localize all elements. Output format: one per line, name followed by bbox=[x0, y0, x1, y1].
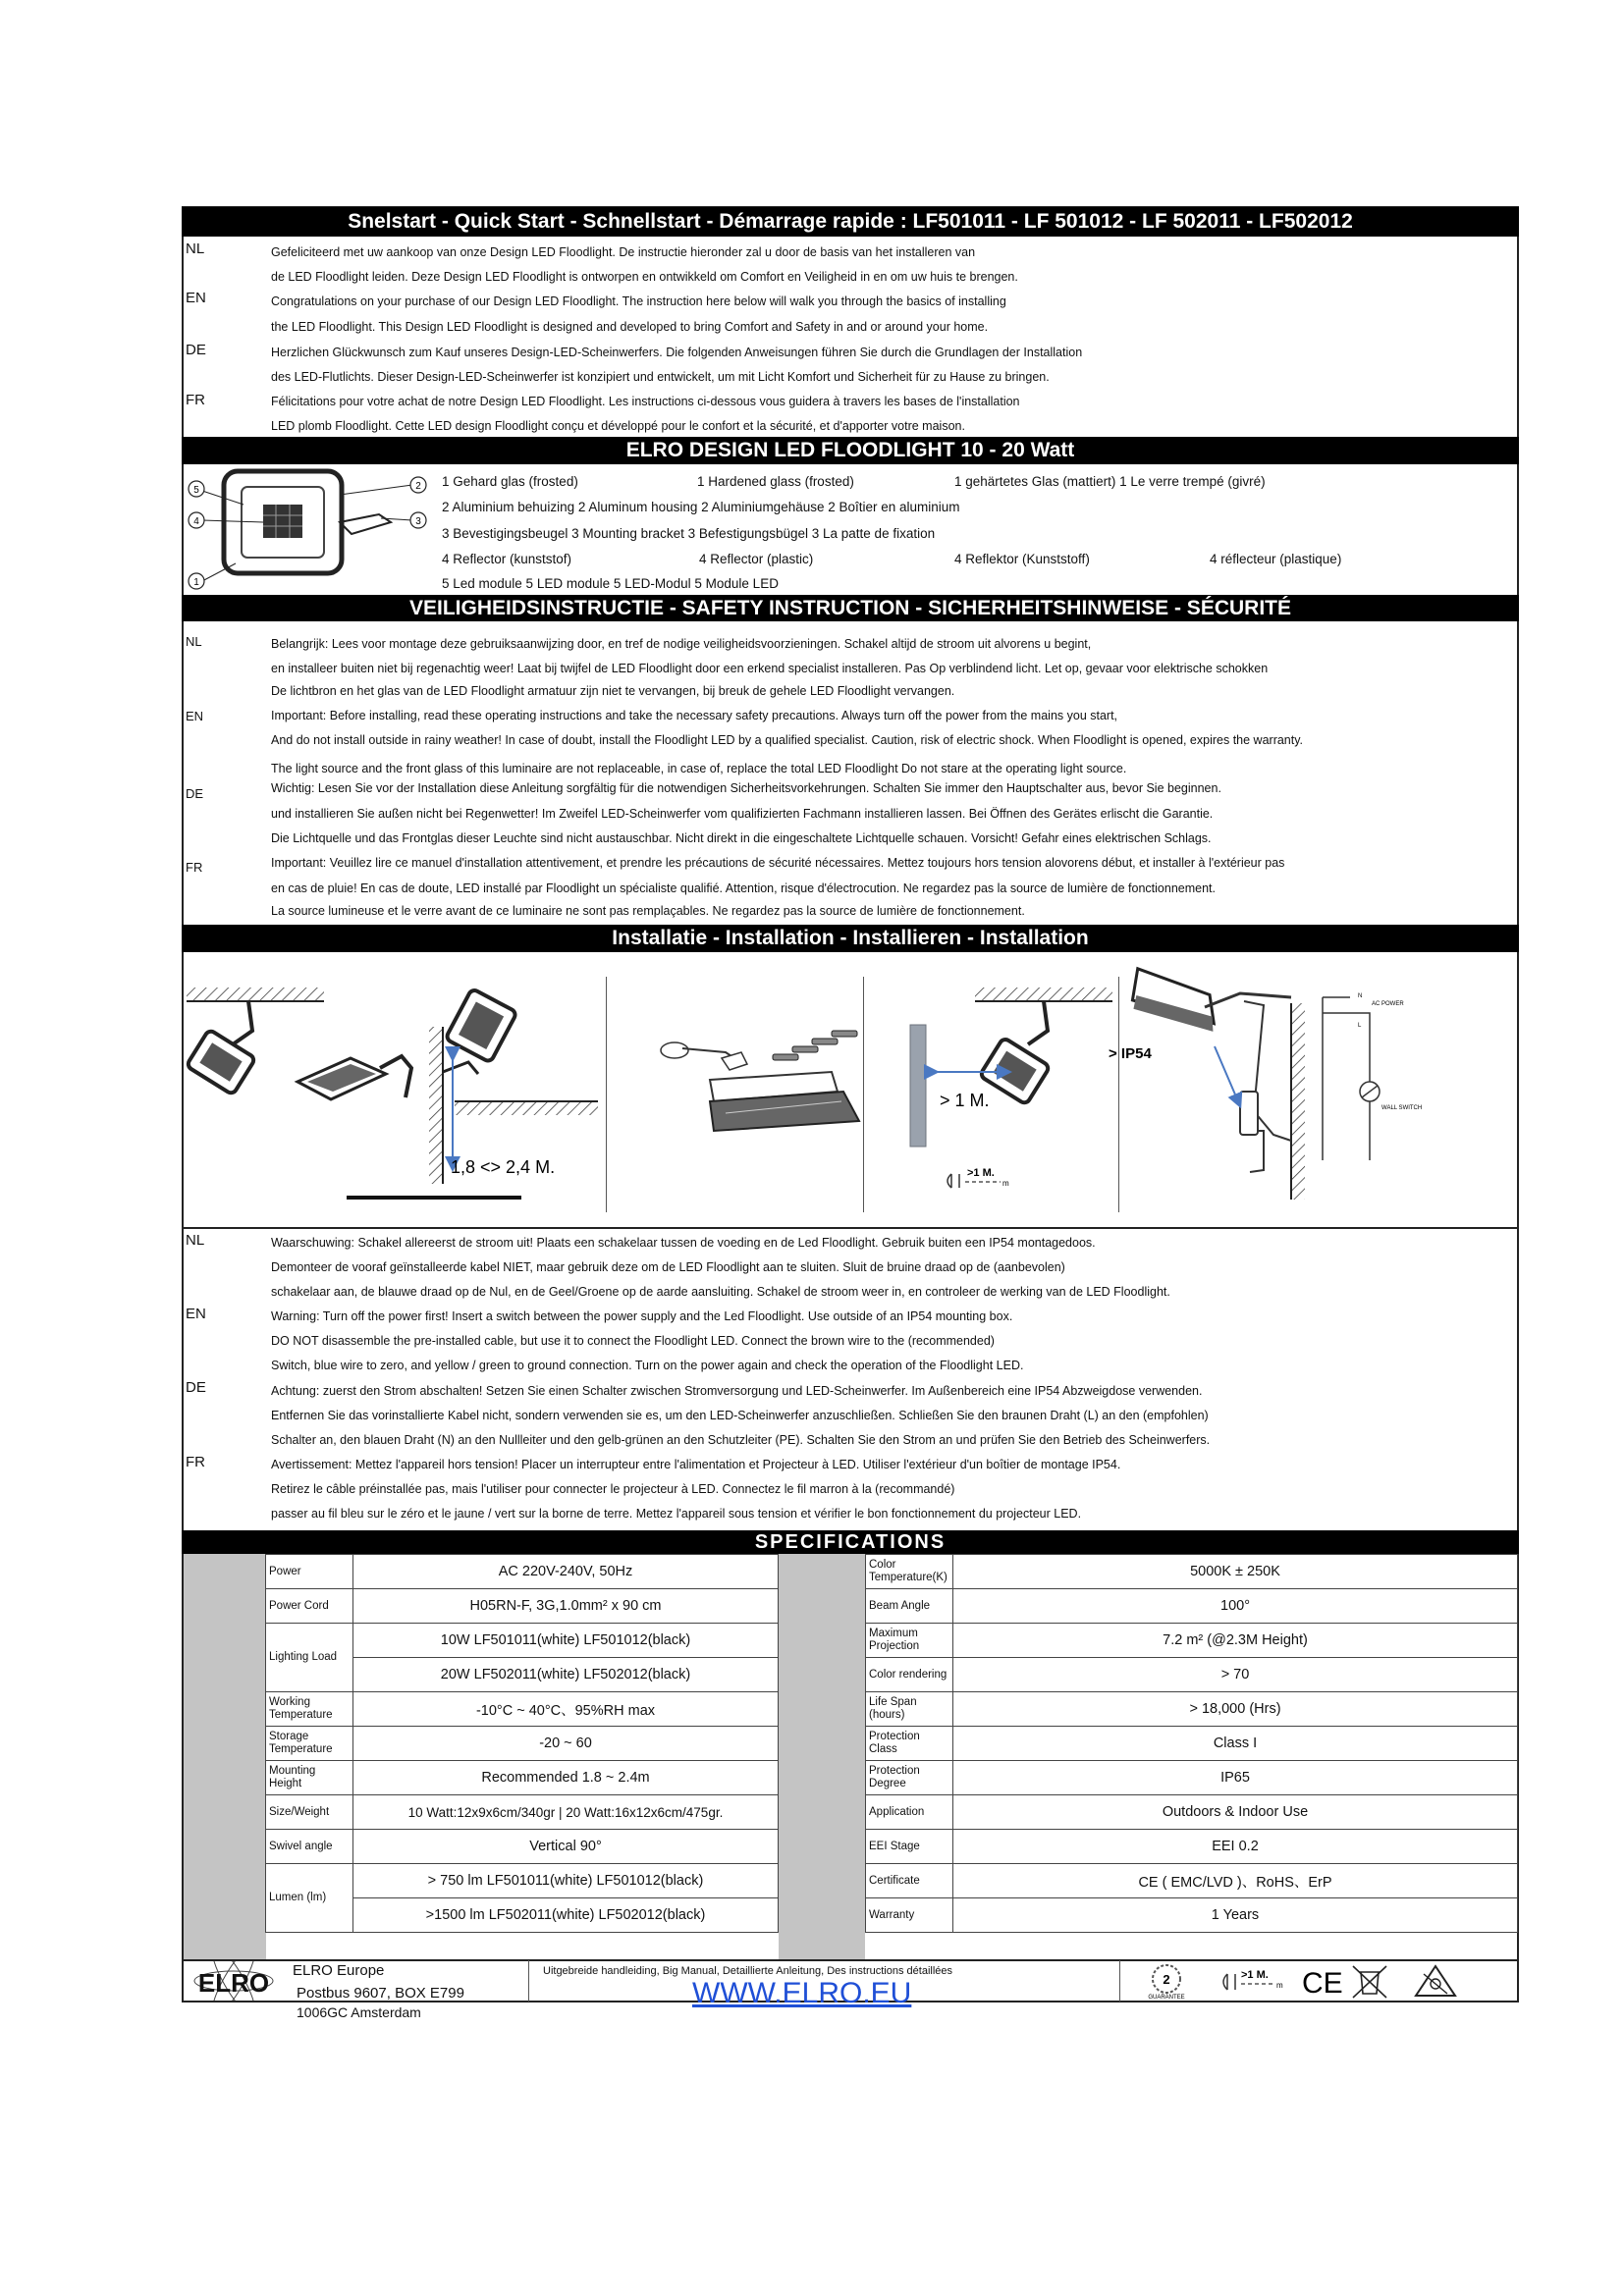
wall-mount-drawing bbox=[347, 988, 598, 1198]
section-divider bbox=[182, 1227, 1519, 1229]
spec-row bbox=[266, 1864, 779, 1898]
spec-value: > 18,000 (Hrs) bbox=[953, 1692, 1518, 1727]
intro-text: Congratulations on your purchase of our Design LED Floodlight. The instruction here below will walk you through the basics of installing bbox=[271, 294, 1006, 308]
lang-code: DE bbox=[186, 1379, 206, 1396]
product-title: ELRO DESIGN LED FLOODLIGHT 10 - 20 Watt bbox=[182, 437, 1519, 464]
safety-text: Important: Before installing, read these operating instructions and take the necessary safety precautions. Always turn off the power from the mains you start, bbox=[271, 709, 1118, 722]
safety-text: The light source and the front glass of this luminaire are not replaceable, in case of, replace the total LED Floodlight Do not stare at the operating light source. bbox=[271, 762, 1127, 775]
intro-text: des LED-Flutlichts. Dieser Design-LED-Scheinwerfer ist konzipiert und entwickelt, um mit Licht Komfort und Sicherheit für zu Hause zu bringen. bbox=[271, 370, 1050, 384]
part-1-nl: 1 Gehard glas (frosted) bbox=[442, 474, 578, 489]
part-5: 5 Led module 5 LED module 5 LED-Modul 5 Module LED bbox=[442, 576, 779, 591]
install-text: Achtung: zuerst den Strom abschalten! Setzen Sie einen Schalter zwischen Stromversorgung und LED-Scheinwerfer. Im Außenbereich eine IP54 Abzweigdose verwenden. bbox=[271, 1384, 1203, 1398]
install-text: schakelaar aan, de blauwe draad op de Nul, en de Geel/Groene op de aarde aansluiting. Schakel de stroom weer in, en controleer de werking van de LED Floodlight. bbox=[271, 1285, 1170, 1299]
drill-assembly-drawing bbox=[661, 1031, 859, 1131]
spec-row bbox=[266, 1692, 779, 1727]
lang-code: FR bbox=[186, 860, 203, 875]
spec-row bbox=[866, 1589, 1518, 1624]
lang-code: DE bbox=[186, 786, 204, 801]
spec-label: Warranty bbox=[866, 1898, 953, 1933]
lang-code: FR bbox=[186, 1454, 205, 1470]
install-text: Schalter an, den blauen Draht (N) an den Nullleiter und den gelb-grünen an den Schutzleiter (PE). Schalten Sie den Strom an und prüfen Sie den Betrieb des Scheinwerfers. bbox=[271, 1433, 1211, 1447]
spec-value: CE ( EMC/LVD )、RoHS、ErP bbox=[953, 1864, 1518, 1898]
intro-text: Gefeliciteerd met uw aankoop van onze Design LED Floodlight. De instructie hieronder zal u door de basis van het installeren van bbox=[271, 245, 976, 259]
spec-label: Application bbox=[866, 1795, 953, 1830]
intro-text: LED plomb Floodlight. Cette LED design Floodlight conçu et développé pour le confort et la sécurité, et d'apporter votre maison. bbox=[271, 419, 965, 433]
spec-label: Life Span (hours) bbox=[866, 1692, 953, 1727]
weee-bin-icon bbox=[1353, 1966, 1386, 1998]
company-name: ELRO Europe bbox=[293, 1962, 385, 1979]
part-4-fr: 4 réflecteur (plastique) bbox=[1210, 552, 1342, 566]
lang-code: NL bbox=[186, 240, 205, 257]
spec-row bbox=[866, 1864, 1518, 1898]
lang-code: EN bbox=[186, 290, 206, 306]
spec-row bbox=[866, 1624, 1518, 1658]
website-link[interactable]: WWW.ELRO.EU bbox=[692, 1977, 912, 2009]
install-text: passer au fil bleu sur le zéro et le jaune / vert sur la borne de terre. Mettez l'appareil sous tension et vérifier le bon fonctionnement du projecteur LED. bbox=[271, 1507, 1082, 1521]
safety-text: en cas de pluie! En cas de doute, LED installé par Floodlight un spécialiste qualifié. Attention, risque d'électrocution. Ne regardez pas la source de lumière de fonctionnement. bbox=[271, 881, 1216, 895]
floodlight-diagram bbox=[185, 465, 438, 591]
lang-code: DE bbox=[186, 342, 206, 358]
intro-text: Félicitations pour votre achat de notre Design LED Floodlight. Les instructions ci-dessous vous guidera à travers les bases de l'installation bbox=[271, 395, 1020, 408]
install-text: Switch, blue wire to zero, and yellow / green to ground connection. Turn on the power again and check the operation of the Floodlight LED. bbox=[271, 1359, 1024, 1372]
part-3: 3 Bevestigingsbeugel 3 Mounting bracket 3 Befestigungsbügel 3 La patte de fixation bbox=[442, 526, 936, 541]
elro-logo-text: ELRO bbox=[197, 1968, 270, 1998]
lang-code: NL bbox=[186, 634, 202, 649]
spec-value: 10W LF501011(white) LF501012(black) bbox=[353, 1624, 779, 1658]
spec-value: > 750 lm LF501011(white) LF501012(black) bbox=[353, 1864, 779, 1898]
spec-value: > 70 bbox=[953, 1658, 1518, 1692]
wire-n-label: N bbox=[1358, 993, 1363, 999]
spec-label: Certificate bbox=[866, 1864, 953, 1898]
footer-divider bbox=[528, 1960, 529, 2002]
spec-label: Beam Angle bbox=[866, 1589, 953, 1624]
spec-value: Outdoors & Indoor Use bbox=[953, 1795, 1518, 1830]
spec-table-left bbox=[265, 1554, 779, 1933]
spec-label: EEI Stage bbox=[866, 1830, 953, 1864]
spec-value: >1500 lm LF502011(white) LF502012(black) bbox=[353, 1898, 779, 1933]
safety-text: Belangrijk: Lees voor montage deze gebruiksaanwijzing door, en tref de nodige veiligheidsvoorzieningen. Schakel altijd de stroom uit alvorens u begint, bbox=[271, 637, 1092, 651]
spec-row bbox=[866, 1795, 1518, 1830]
callout-2: 2 bbox=[415, 481, 421, 492]
installation-title: Installatie - Installation - Installieren - Installation bbox=[182, 925, 1519, 952]
install-text: DO NOT disassemble the pre-installed cable, but use it to connect the Floodlight LED. Connect the brown wire to the (recommended) bbox=[271, 1334, 995, 1348]
guarantee-years: 2 bbox=[1163, 1972, 1170, 1987]
guarantee-label: GUARANTEE bbox=[1148, 1995, 1185, 2000]
spec-label: Protection Degree bbox=[866, 1761, 953, 1795]
intro-text: the LED Floodlight. This Design LED Floodlight is designed and developed to bring Comfort and Safety in and or around your home. bbox=[271, 320, 989, 334]
footer-distance-label: >1 M. bbox=[1241, 1969, 1269, 1981]
spec-label: Power Cord bbox=[266, 1589, 353, 1624]
spec-value: -20 ~ 60 bbox=[353, 1727, 779, 1761]
height-label: 1,8 <> 2,4 M. bbox=[451, 1157, 556, 1177]
ip-label: > IP54 bbox=[1109, 1045, 1152, 1062]
specifications-title: SPECIFICATIONS bbox=[182, 1530, 1519, 1554]
spec-row bbox=[866, 1898, 1518, 1933]
address-line-1: Postbus 9607, BOX E799 bbox=[297, 1985, 464, 2002]
lang-code: FR bbox=[186, 392, 205, 408]
part-4-de: 4 Reflektor (Kunststoff) bbox=[954, 552, 1090, 566]
spec-row bbox=[266, 1555, 779, 1589]
address-line-2: 1006GC Amsterdam bbox=[297, 2004, 421, 2020]
spec-label: Storage Temperature bbox=[266, 1727, 353, 1761]
install-text: Warning: Turn off the power first! Insert a switch between the power supply and the Led Floodlight. Use outside of an IP54 mounting box. bbox=[271, 1309, 1013, 1323]
callout-4: 4 bbox=[193, 516, 199, 527]
part-4-nl: 4 Reflector (kunststof) bbox=[442, 552, 572, 566]
spec-label: Protection Class bbox=[866, 1727, 953, 1761]
distance-label: > 1 M. bbox=[940, 1091, 990, 1110]
no-lamp-warning-icon bbox=[1416, 1966, 1455, 1996]
spec-value: AC 220V-240V, 50Hz bbox=[353, 1555, 779, 1589]
spec-grey-column bbox=[184, 1554, 266, 1959]
certification-icons bbox=[1129, 1962, 1517, 2000]
spec-label: Lighting Load bbox=[266, 1624, 353, 1692]
spec-row bbox=[266, 1830, 779, 1864]
spec-row bbox=[866, 1555, 1518, 1589]
distance-icon-label: >1 M. bbox=[967, 1167, 995, 1179]
install-text: Entfernen Sie das vorinstallierte Kabel nicht, sondern verwenden sie es, um den LED-Scheinwerfer anzuschließen. Schließen Sie den braunen Draht (L) an den (empfohlen) bbox=[271, 1409, 1209, 1422]
footer-divider bbox=[182, 1959, 1519, 1961]
intro-text: Herzlichen Glückwunsch zum Kauf unseres Design-LED-Scheinwerfers. Die folgenden Anweisungen führen Sie durch die Grundlagen der Installation bbox=[271, 346, 1083, 359]
ac-power-label: AC POWER bbox=[1372, 1001, 1404, 1007]
footer-divider bbox=[1119, 1960, 1120, 2002]
spec-label: Mounting Height bbox=[266, 1761, 353, 1795]
elro-logo bbox=[185, 1961, 283, 2001]
safety-text: La source lumineuse et le verre avant de ce luminaire ne sont pas remplaçables. Ne regardez pas la source de lumière de fonctionnement. bbox=[271, 904, 1025, 918]
install-text: Retirez le câble préinstallée pas, mais l'utiliser pour connecter le projecteur à LED. Connectez le fil marron à la (recommandé) bbox=[271, 1482, 955, 1496]
safety-text: Die Lichtquelle und das Frontglas dieser Leuchte sind nicht austauschbar. Nicht direkt in die eingeschaltete Lichtquelle schauen. Vorsicht! Gefahr eines elektrischen Schlags. bbox=[271, 831, 1212, 845]
safety-text: And do not install outside in rainy weather! In case of doubt, install the Floodlight LED by a qualified specialist. Caution, risk of electric shock. When Floodlight is opened, expires the warranty. bbox=[271, 733, 1304, 747]
spec-label: Color rendering bbox=[866, 1658, 953, 1692]
spec-value: IP65 bbox=[953, 1761, 1518, 1795]
spec-label: Color Temperature(K) bbox=[866, 1555, 953, 1589]
spec-label: Working Temperature bbox=[266, 1692, 353, 1727]
callout-1: 1 bbox=[193, 577, 199, 588]
safety-title: VEILIGHEIDSINSTRUCTIE - SAFETY INSTRUCTION - SICHERHEITSHINWEISE - SÉCURITÉ bbox=[182, 595, 1519, 621]
safety-text: Wichtig: Lesen Sie vor der Installation diese Anleitung sorgfältig für die notwendigen Sicherheitsvorkehrungen. Schalten Sie immer den Hauptschalter aus, bevor Sie beginnen. bbox=[271, 781, 1221, 795]
footer-distance-unit: m bbox=[1276, 1981, 1283, 1990]
part-2: 2 Aluminium behuizing 2 Aluminum housing 2 Aluminiumgehäuse 2 Boîtier en aluminium bbox=[442, 500, 960, 514]
spec-label: Maximum Projection bbox=[866, 1624, 953, 1658]
quickstart-title: Snelstart - Quick Start - Schnellstart - Démarrage rapide : LF501011 - LF 501012 - LF 502011 - LF502012 bbox=[182, 207, 1519, 237]
install-text: Waarschuwing: Schakel allereerst de stroom uit! Plaats een schakelaar tussen de voeding en de Led Floodlight. Gebruik buiten een IP54 montagedoos. bbox=[271, 1236, 1096, 1250]
spec-label: Swivel angle bbox=[266, 1830, 353, 1864]
safety-text: en installeer buiten niet bij regenachtig weer! Laat bij twijfel de LED Floodlight door een erkend specialist installeren. Pas Op verblindend licht. Let op, gevaar voor elektrische schokken bbox=[271, 662, 1269, 675]
part-1-en: 1 Hardened glass (frosted) bbox=[697, 474, 854, 489]
distance-drawing bbox=[910, 988, 1112, 1188]
callout-5: 5 bbox=[193, 485, 199, 496]
install-text: Demonteer de vooraf geïnstalleerde kabel NIET, maar gebruik deze om de LED Floodlight aan te sluiten. Sluit de bruine draad op de (aanbevolen) bbox=[271, 1260, 1065, 1274]
guarantee-badge bbox=[1148, 1965, 1184, 2000]
safety-text: und installieren Sie außen nicht bei Regenwetter! Im Zweifel LED-Scheinwerfer vom qualifizierten Fachmann installieren lassen. Bei Öffnen des Gerätes erlischt die Garantie. bbox=[271, 807, 1214, 821]
part-4-en: 4 Reflector (plastic) bbox=[699, 552, 814, 566]
wall-switch-label: WALL SWITCH bbox=[1381, 1105, 1423, 1111]
lang-code: NL bbox=[186, 1232, 205, 1249]
safety-text: De lichtbron en het glas van de LED Floodlight armatuur zijn niet te vervangen, bij breuk de gehele LED Floodlight vervangen. bbox=[271, 684, 955, 698]
spec-value: 5000K ± 250K bbox=[953, 1555, 1518, 1589]
ce-mark-icon: CE bbox=[1302, 1967, 1343, 2000]
spec-value: 10 Watt:12x9x6cm/340gr | 20 Watt:16x12x6cm/475gr. bbox=[353, 1795, 779, 1830]
spec-value: Vertical 90° bbox=[353, 1830, 779, 1864]
spec-label: Size/Weight bbox=[266, 1795, 353, 1830]
spec-row bbox=[866, 1658, 1518, 1692]
distance-icon bbox=[1223, 1969, 1283, 1990]
distance-icon-unit: m bbox=[1002, 1179, 1009, 1188]
spec-label: Lumen (lm) bbox=[266, 1864, 353, 1933]
spec-row bbox=[266, 1589, 779, 1624]
spec-row bbox=[866, 1761, 1518, 1795]
spec-value: Class I bbox=[953, 1727, 1518, 1761]
spec-row bbox=[266, 1795, 779, 1830]
spec-value: 100° bbox=[953, 1589, 1518, 1624]
lang-code: EN bbox=[186, 1306, 206, 1322]
spec-value: H05RN-F, 3G,1.0mm² x 90 cm bbox=[353, 1589, 779, 1624]
install-text: Avertissement: Mettez l'appareil hors tension! Placer un interrupteur entre l'alimentation et Projecteur à LED. Utiliser l'extérieur d'un boîtier de montage IP54. bbox=[271, 1458, 1121, 1471]
intro-text: de LED Floodlight leiden. Deze Design LED Floodlight is ontworpen en ontwikkeld om Comfort en Veiligheid in en om uw huis te brengen. bbox=[271, 270, 1018, 284]
floor-mount-drawing bbox=[298, 1056, 411, 1099]
spec-value: 20W LF502011(white) LF502012(black) bbox=[353, 1658, 779, 1692]
spec-row bbox=[866, 1830, 1518, 1864]
spec-grey-column bbox=[779, 1554, 865, 1959]
spec-value: 1 Years bbox=[953, 1898, 1518, 1933]
lang-code: EN bbox=[186, 709, 204, 723]
spec-value: Recommended 1.8 ~ 2.4m bbox=[353, 1761, 779, 1795]
wiring-drawing bbox=[1109, 969, 1422, 1200]
wire-l-label: L bbox=[1358, 1023, 1362, 1029]
spec-row bbox=[266, 1624, 779, 1658]
installation-illustrations bbox=[184, 954, 1517, 1225]
spec-row bbox=[266, 1761, 779, 1795]
manual-note: Uitgebreide handleiding, Big Manual, Detaillierte Anleitung, Des instructions détaillées bbox=[543, 1965, 953, 1977]
callout-3: 3 bbox=[415, 516, 421, 527]
spec-row bbox=[266, 1727, 779, 1761]
part-1-de-fr: 1 gehärtetes Glas (mattiert) 1 Le verre trempé (givré) bbox=[954, 474, 1266, 489]
spec-table-right bbox=[865, 1554, 1518, 1933]
safety-text: Important: Veuillez lire ce manuel d'installation attentivement, et prendre les précautions de sécurité nécessaires. Mettez toujours hors tension alovorens début, et installer à l'extérieur pas bbox=[271, 856, 1285, 870]
spec-row bbox=[866, 1727, 1518, 1761]
spec-label: Power bbox=[266, 1555, 353, 1589]
spec-value: EEI 0.2 bbox=[953, 1830, 1518, 1864]
spec-value: -10°C ~ 40°C、95%RH max bbox=[353, 1692, 779, 1727]
spec-value: 7.2 m² (@2.3M Height) bbox=[953, 1624, 1518, 1658]
spec-row bbox=[866, 1692, 1518, 1727]
